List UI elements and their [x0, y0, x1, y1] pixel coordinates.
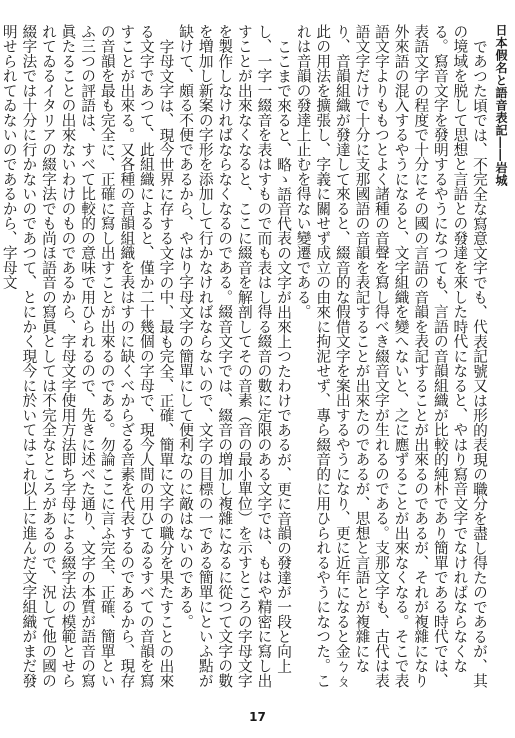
paragraph: 字母文字は、現今世界に存する文字の中、最も完全、正確、簡單に文字の職分を果たすことの出來る文字であつて、此組織によると、僅か二十幾個の字母で、現今人間の用ひてゐるすべての音韻を寫すことが出來る。又各種の音韻組織を表はすのに缺くべからざる音素を代表するのであるから、現存の音韻を最も完全に、正確に寫し出すことが出來るのである。勿論ここに言ふ完全、正確、簡單といふ三つの評語は、すべて比較的の意味で用ひられるので、先きに述べた通り、文字の本質が語音の寫眞たることの出來ないわけのものであるから、字母文字使用方法即ち字母による綴字法の模範とせられてゐるイタリアの綴字法でも尚ほ語音の寫眞としては不完全なところがあるので、況して他の國の綴字法では十分に行かないのであつて、とにかく現今に於いてはこれ以上に進んだ文字組織がまだ發明せられてゐないのであるから、字母文	[0, 24, 175, 688]
page-number: 17	[249, 710, 266, 724]
body-text	[0, 24, 489, 696]
paragraph: であつた頃では、不完全な寫意文字でも、代表記號又は形的表現の職分を盡し得たのであるが、其の境域を脱して思想と言語との發達を來した時代になると、やはり寫音文字でなければならなくなる。寫音文字を發明するやうになつても、言語の音韻組織が比較的純朴であり簡單である時代では、表語文字の程度で十分にその國の言語の音韻を表記することが出來るのであるが、それが複雜になり外來語の混入するやうになると、文字組織を變へないと、之に應ずることが出來なくなる。そこで表語文字よりももつとよく諸種の音聲を寫し得べき綴音文字が生れるのである。支那文字も、古代は表語文字だけで十分に支那國語の音韻を表記することが出來たのであるが、思想と言語とが複雜になり、音韻組織が發達して來ると、綴音的な假借文字を案出するやうになり、更に近年になると金ㄅㄆ此の用法を擴張し、字義に關せず成立の由來に拘泥せず、專ら綴音的に用ひられるやうになつた。これは音韻の發達上止むを得ない變遷である。	[294, 24, 488, 688]
paragraph: ここまで來ると、略ゝ語音代表の文字が出來上つたわけであるが、更に音韻の發達が一段と向上し、一字一綴音を表はすもので而も表はし得る綴音の數に定限のある文字では、もはや精密に寫し出すことが出來なくなると、ここに綴音を解剖してその音素（音の最小單位）を示すところの字母文字を製作しなければならなくなるのである。綴音文字では、綴音の増加し複雜になるに從つて文字の數を増加し新案の字形を添加して行かなければならないので、文字の目標の一である簡單にといふ點が缺けて、頗る不便であるから、やはり字母文字の簡單にして便利なのに敵はないのである。	[177, 24, 293, 688]
running-header: 日本假名と語音表記――岩城	[494, 24, 508, 187]
